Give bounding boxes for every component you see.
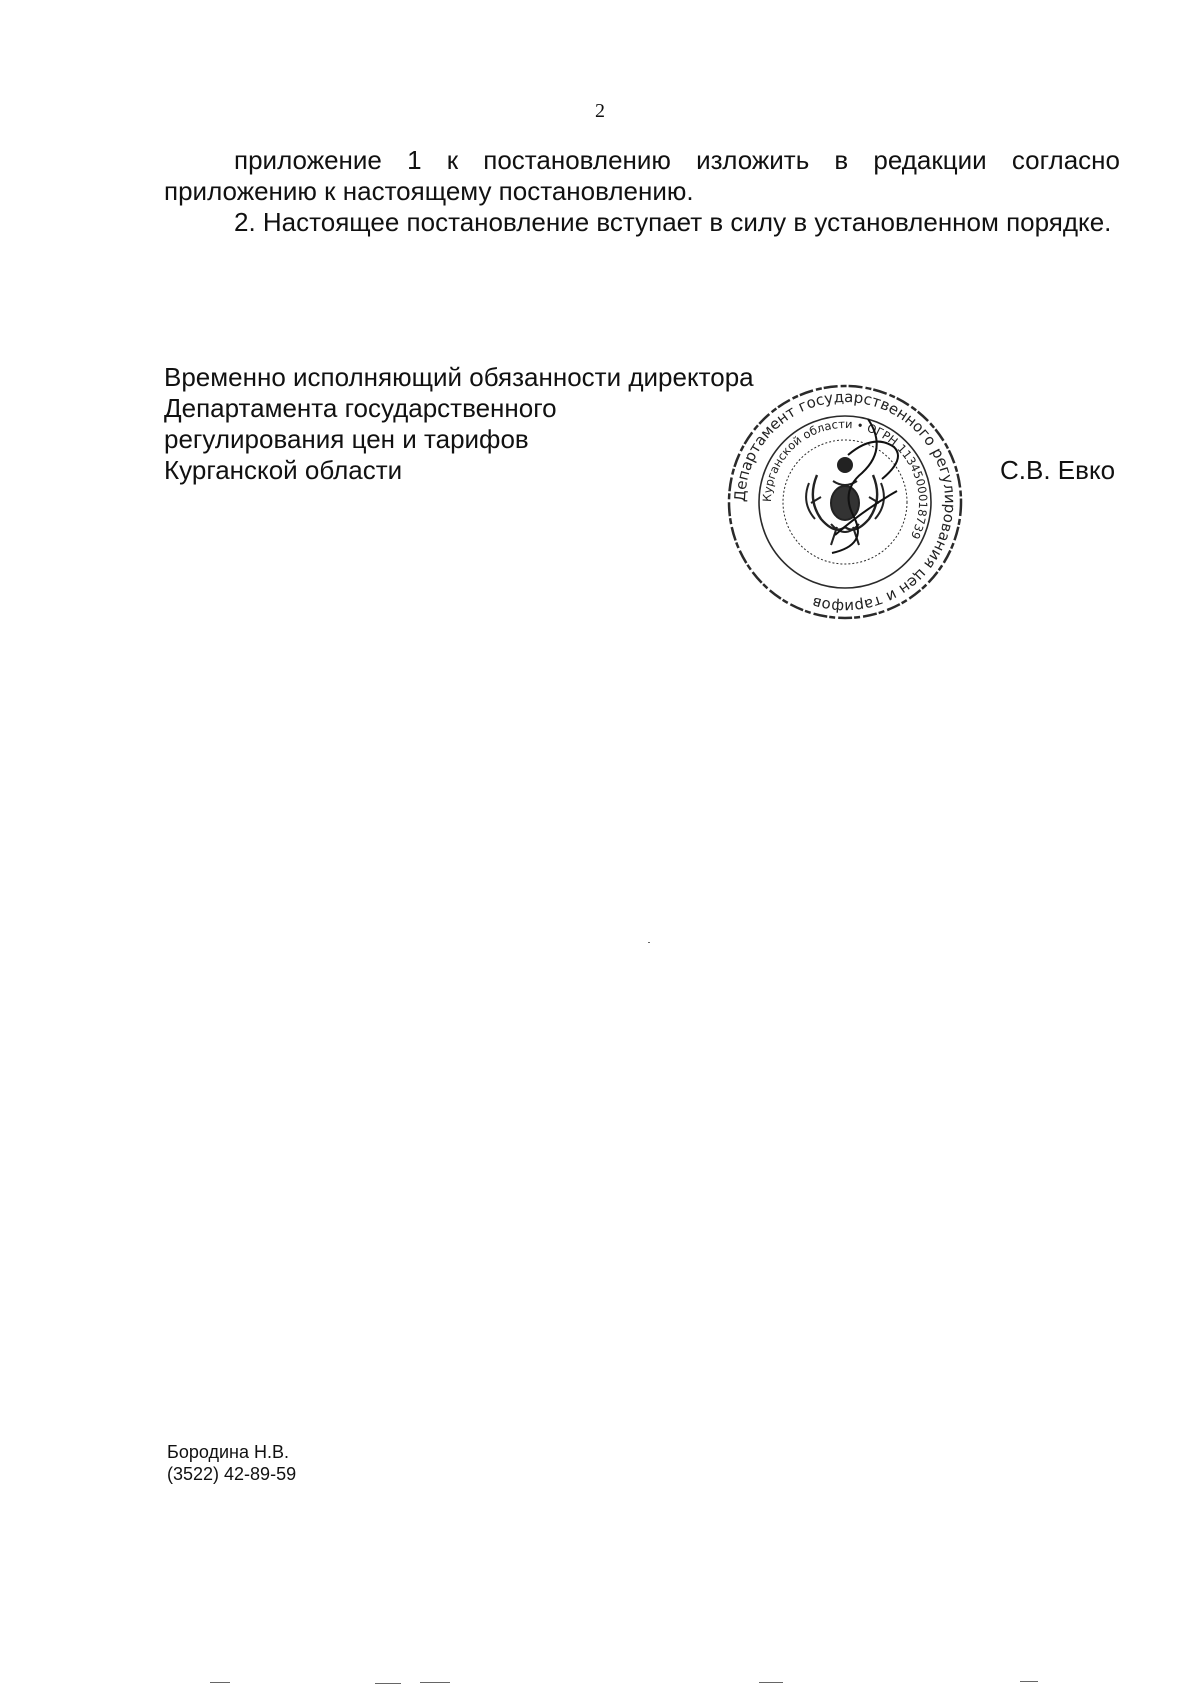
scan-speck	[1020, 1681, 1038, 1682]
scan-speck	[375, 1683, 401, 1684]
double-headed-eagle-emblem	[806, 458, 884, 545]
signer-name: С.В. Евко	[1000, 455, 1116, 485]
executor-name: Бородина Н.В.	[167, 1442, 289, 1462]
executor-info	[167, 1441, 296, 1485]
signature-position-line-4: Курганской области	[164, 455, 403, 485]
body-text	[164, 145, 1120, 238]
paragraph-1: приложение 1 к постановлению изложить в редакции согласно приложению к настоящему постановлению.	[164, 145, 1120, 206]
official-seal-stamp	[720, 377, 970, 627]
seal-outer-text: Департамент государственного регулирования цен и тарифов	[730, 387, 960, 617]
paragraph-2: 2. Настоящее постановление вступает в силу в установленном порядке.	[234, 207, 1112, 237]
scan-speck	[420, 1682, 450, 1683]
signature-position-line-1: Временно исполняющий обязанности директора	[164, 362, 754, 392]
page-number: 2	[595, 100, 605, 122]
seal-inner-text: Курганской области • ОГРН 1134500018739	[759, 416, 931, 542]
scan-speck	[759, 1682, 783, 1683]
scan-speck	[648, 942, 650, 943]
signature-position-line-2: Департамента государственного	[164, 393, 557, 423]
executor-phone: (3522) 42-89-59	[167, 1464, 297, 1484]
signature-position-line-3: регулирования цен и тарифов	[164, 424, 529, 454]
scan-speck	[210, 1682, 230, 1683]
signature-block	[164, 362, 754, 486]
